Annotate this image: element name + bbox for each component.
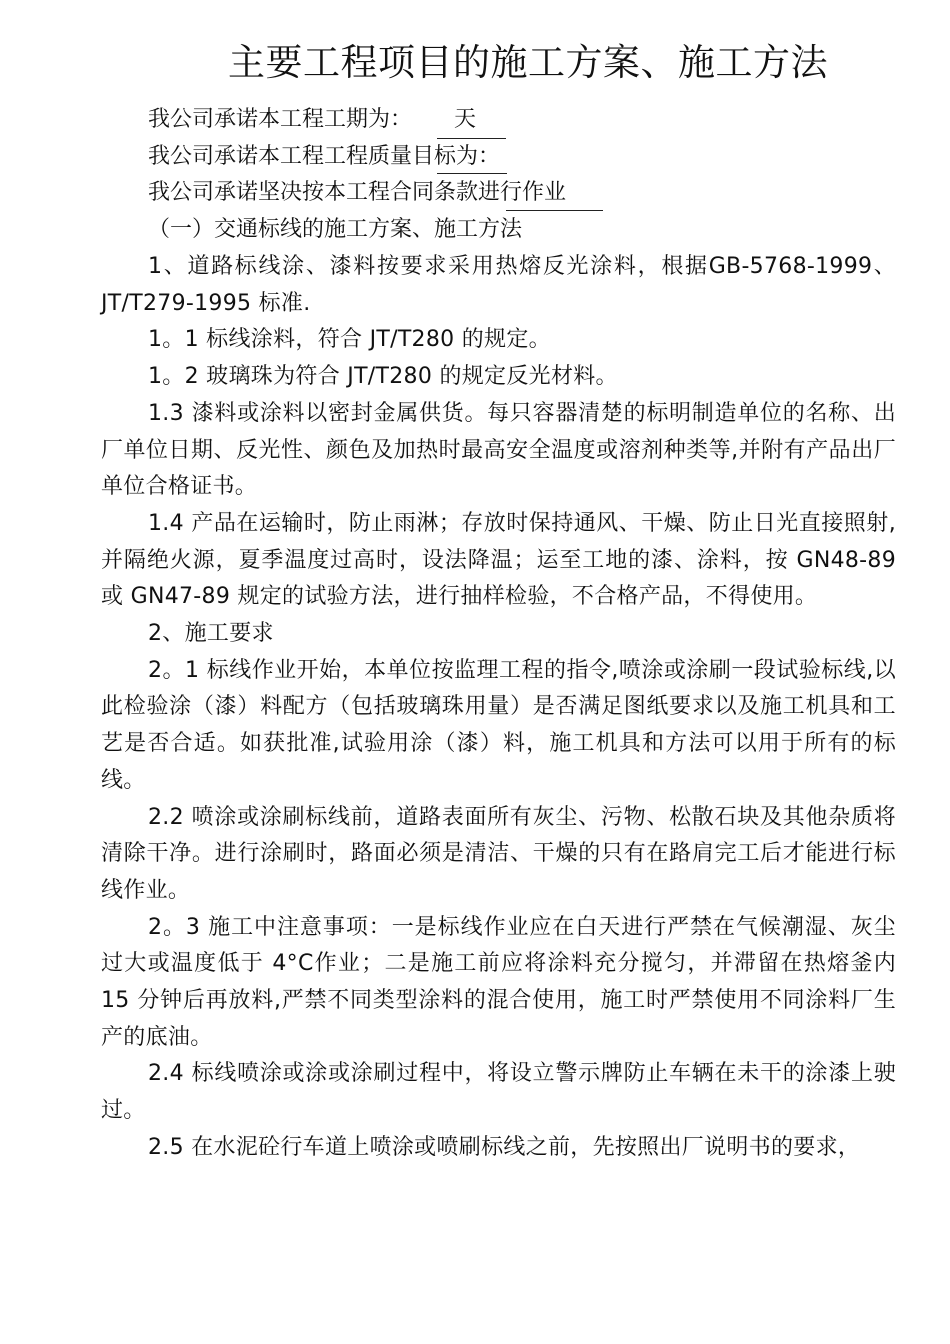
quality-underline (437, 173, 507, 174)
duration-unit: 天 (454, 107, 477, 132)
duration-line (148, 102, 476, 138)
paragraph: 2.4 标线喷涂或涂或涂刷过程中，将设立警示牌防止车辆在未干的涂漆上驶过。 (101, 1061, 896, 1124)
duration-label: 我公司承诺本工程工期为： (148, 107, 413, 132)
quality-line: 我公司承诺本工程工程质量目标为： (148, 144, 501, 169)
paragraph: 1。2 玻璃珠为符合 JT/T280 的规定反光材料。 (148, 364, 618, 390)
paragraph: 1、道路标线涂、漆料按要求采用热熔反光涂料，根据GB-5768-1999、JT/T279-1995 标准. (101, 254, 896, 316)
section-heading: （一）交通标线的施工方案、施工方法 (148, 217, 523, 242)
paragraph: 1。1 标线涂料，符合 JT/T280 的规定。 (148, 327, 551, 353)
paragraph: 2。3 施工中注意事项：一是标线作业应在白天进行严禁在气候潮湿、灰尘过大或温度低于 4°C作业；二是施工前应将涂料充分搅匀，并滞留在热熔釜内 15 分钟后再放料,严禁不同类型涂料的混合使用，施工时严禁使用不同涂料厂生产的底油。 (101, 914, 896, 1050)
contract-line: 我公司承诺坚决按本工程合同条款进行作业 (148, 180, 567, 205)
document-title: 主要工程项目的施工方案、施工方法 (228, 41, 828, 84)
paragraph: 2。1 标线作业开始，本单位按监理工程的指令,喷涂或涂刷一段试验标线,以此检验涂（漆）料配方（包括玻璃珠用量）是否满足图纸要求以及施工机具和工艺是否合适。如获批准,试验用涂（漆）料，施工机具和方法可以用于所有的标线。 (101, 657, 896, 793)
paragraph: 2.2 喷涂或涂刷标线前，道路表面所有灰尘、污物、松散石块及其他杂质将清除干净。进行涂刷时，路面必须是清洁、干燥的只有在路肩完工后才能进行标线作业。 (101, 804, 896, 903)
document-body (101, 249, 896, 1167)
contract-underline (506, 210, 603, 211)
subheading: 2、施工要求 (148, 621, 274, 647)
paragraph: 1.4 产品在运输时，防止雨淋；存放时保持通风、干燥、防止日光直接照射,并隔绝火源，夏季温度过高时，设法降温；运至工地的漆、涂料，按 GN48-89 或 GN47-89 规定的试验方法，进行抽样检验，不合格产品，不得使用。 (101, 510, 896, 610)
paragraph: 2.5 在水泥砼行车道上喷涂或喷刷标线之前，先按照出厂说明书的要求， (148, 1134, 861, 1160)
paragraph: 1.3 漆料或涂料以密封金属供货。每只容器清楚的标明制造单位的名称、出厂单位日期、反光性、颜色及加热时最高安全温度或溶剂种类等,并附有产品出厂单位合格证书。 (101, 400, 896, 500)
